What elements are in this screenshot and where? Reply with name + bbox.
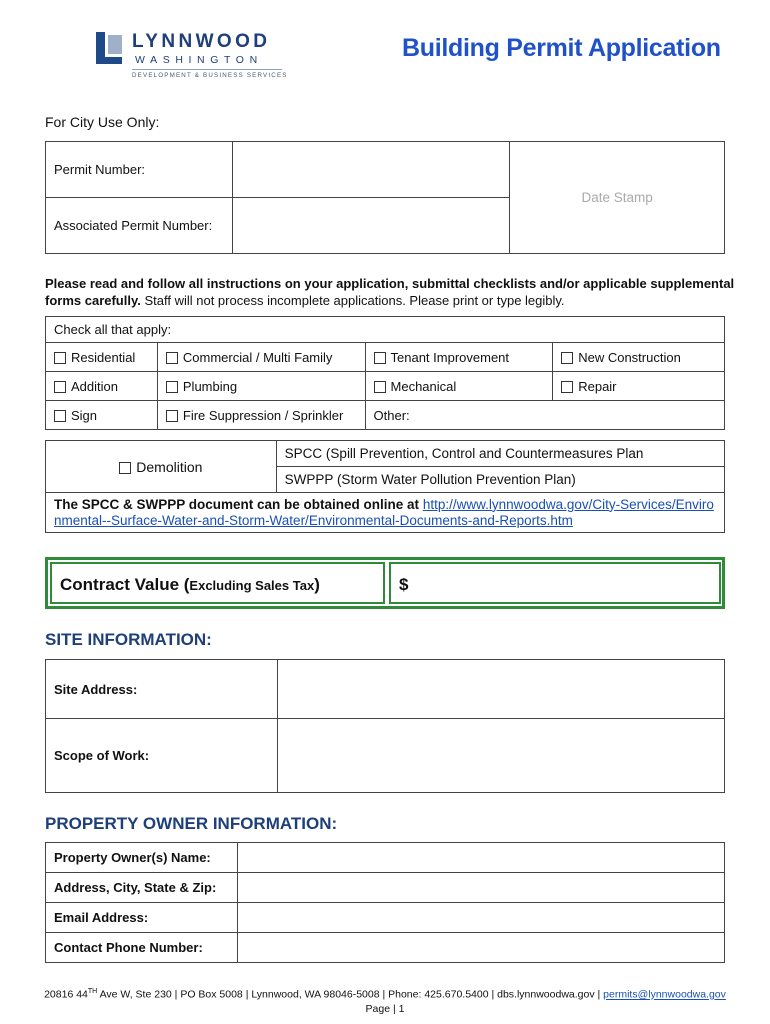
site-information-table [45, 659, 725, 793]
owner-name-field[interactable] [237, 843, 724, 873]
notice-bold: Please read and follow all instructions on your application, submittal checklists and/or applicable supplemental forms carefully. [45, 276, 735, 308]
option-label: Plumbing [182, 378, 238, 394]
sign-checkbox[interactable] [54, 410, 66, 422]
instructions-notice [45, 275, 735, 309]
option-mechanical[interactable] [365, 372, 553, 401]
city-use-table [45, 141, 725, 254]
option-label: Commercial / Multi Family [182, 349, 333, 365]
other-label: Other: [373, 407, 410, 423]
demolition-label: Demolition [136, 458, 203, 475]
option-label: Sign [71, 407, 98, 423]
fire-suppression-checkbox[interactable] [166, 410, 178, 422]
city-use-label: For City Use Only: [45, 114, 160, 130]
mechanical-checkbox[interactable] [374, 381, 386, 393]
new-construction-checkbox[interactable] [561, 352, 573, 364]
permits-email-link[interactable]: permits@lynnwoodwa.gov [603, 988, 726, 1001]
property-owner-table [45, 842, 725, 963]
spcc-note [46, 493, 725, 533]
demolition-checkbox[interactable] [119, 462, 131, 474]
logo-divider [132, 69, 282, 70]
addition-checkbox[interactable] [54, 381, 66, 393]
option-label: Addition [71, 378, 118, 394]
page-footer [0, 985, 770, 1016]
option-fire-suppression[interactable] [157, 401, 365, 430]
swppp-option[interactable]: SWPPP (Storm Water Pollution Prevention Plan) [276, 467, 724, 493]
check-all-heading: Check all that apply: [46, 317, 725, 343]
scope-of-work-field[interactable] [277, 719, 724, 793]
option-label: Mechanical [390, 378, 457, 394]
date-stamp-label: Date Stamp [581, 190, 653, 205]
owner-address-label: Address, City, State & Zip: [46, 873, 238, 903]
option-other[interactable] [365, 401, 724, 430]
owner-email-field[interactable] [237, 903, 724, 933]
site-address-field[interactable] [277, 660, 724, 719]
site-address-label: Site Address: [46, 660, 278, 719]
owner-phone-field[interactable] [237, 933, 724, 963]
option-label: Residential [71, 349, 136, 365]
commercial-checkbox[interactable] [166, 352, 178, 364]
demolition-table [45, 440, 725, 533]
option-repair[interactable] [553, 372, 725, 401]
scope-of-work-label: Scope of Work: [46, 719, 278, 793]
option-label: Fire Suppression / Sprinkler [182, 407, 344, 423]
permit-number-label: Permit Number: [46, 142, 233, 198]
owner-phone-label: Contact Phone Number: [46, 933, 238, 963]
logo-name: LYNNWOOD [132, 31, 271, 52]
lynnwood-logo-mark-icon [96, 32, 122, 64]
site-information-title: SITE INFORMATION: [45, 630, 212, 649]
tenant-improvement-checkbox[interactable] [374, 352, 386, 364]
option-sign[interactable] [46, 401, 158, 430]
option-plumbing[interactable] [157, 372, 365, 401]
option-label: Repair [578, 378, 617, 394]
owner-address-field[interactable] [237, 873, 724, 903]
notice-normal: Staff will not process incomplete applications. Please print or type legibly. [140, 293, 565, 308]
associated-permit-label: Associated Permit Number: [46, 198, 233, 254]
logo-sub: WASHINGTON [135, 54, 263, 66]
logo-dept: DEVELOPMENT & BUSINESS SERVICES [132, 72, 288, 79]
lynnwood-logo [96, 32, 286, 82]
property-owner-title: PROPERTY OWNER INFORMATION: [45, 814, 338, 833]
contract-value-label: Contract Value (Excluding Sales Tax) [60, 575, 320, 594]
associated-permit-field[interactable] [232, 198, 510, 254]
residential-checkbox[interactable] [54, 352, 66, 364]
spcc-link[interactable]: http://www.lynnwoodwa.gov/City-Services/Environmental--Surface-Water-and-Storm-Water/Environmental-Documents-and-Reports.htm [54, 496, 714, 528]
owner-name-label: Property Owner(s) Name: [46, 843, 238, 873]
option-new-construction[interactable] [553, 343, 725, 372]
option-commercial[interactable] [157, 343, 365, 372]
option-tenant-improvement[interactable] [365, 343, 553, 372]
permit-type-table [45, 316, 725, 430]
repair-checkbox[interactable] [561, 381, 573, 393]
footer-address: 20816 44TH Ave W, Ste 230 | PO Box 5008 | Lynnwood, WA 98046-5008 | Phone: 425.670.5400 | dbs.lynnwoodwa.gov | permits@lynnwoodwa.gov [44, 988, 726, 1001]
option-label: New Construction [578, 349, 681, 365]
plumbing-checkbox[interactable] [166, 381, 178, 393]
date-stamp-box [510, 142, 725, 254]
spcc-note-text: The SPCC & SWPPP document can be obtained online at [54, 496, 423, 512]
dollar-sign: $ [399, 575, 409, 594]
contract-value-label-cell [50, 562, 385, 604]
option-demolition[interactable] [46, 441, 277, 493]
owner-email-label: Email Address: [46, 903, 238, 933]
document-title: Building Permit Application [402, 34, 721, 62]
permit-number-field[interactable] [232, 142, 510, 198]
option-residential[interactable] [46, 343, 158, 372]
option-addition[interactable] [46, 372, 158, 401]
spcc-option[interactable]: SPCC (Spill Prevention, Control and Countermeasures Plan [276, 441, 724, 467]
contract-value-field[interactable] [389, 562, 721, 604]
contract-value-box [45, 557, 725, 609]
option-label: Tenant Improvement [390, 349, 510, 365]
page-number: Page | 1 [365, 1002, 405, 1015]
